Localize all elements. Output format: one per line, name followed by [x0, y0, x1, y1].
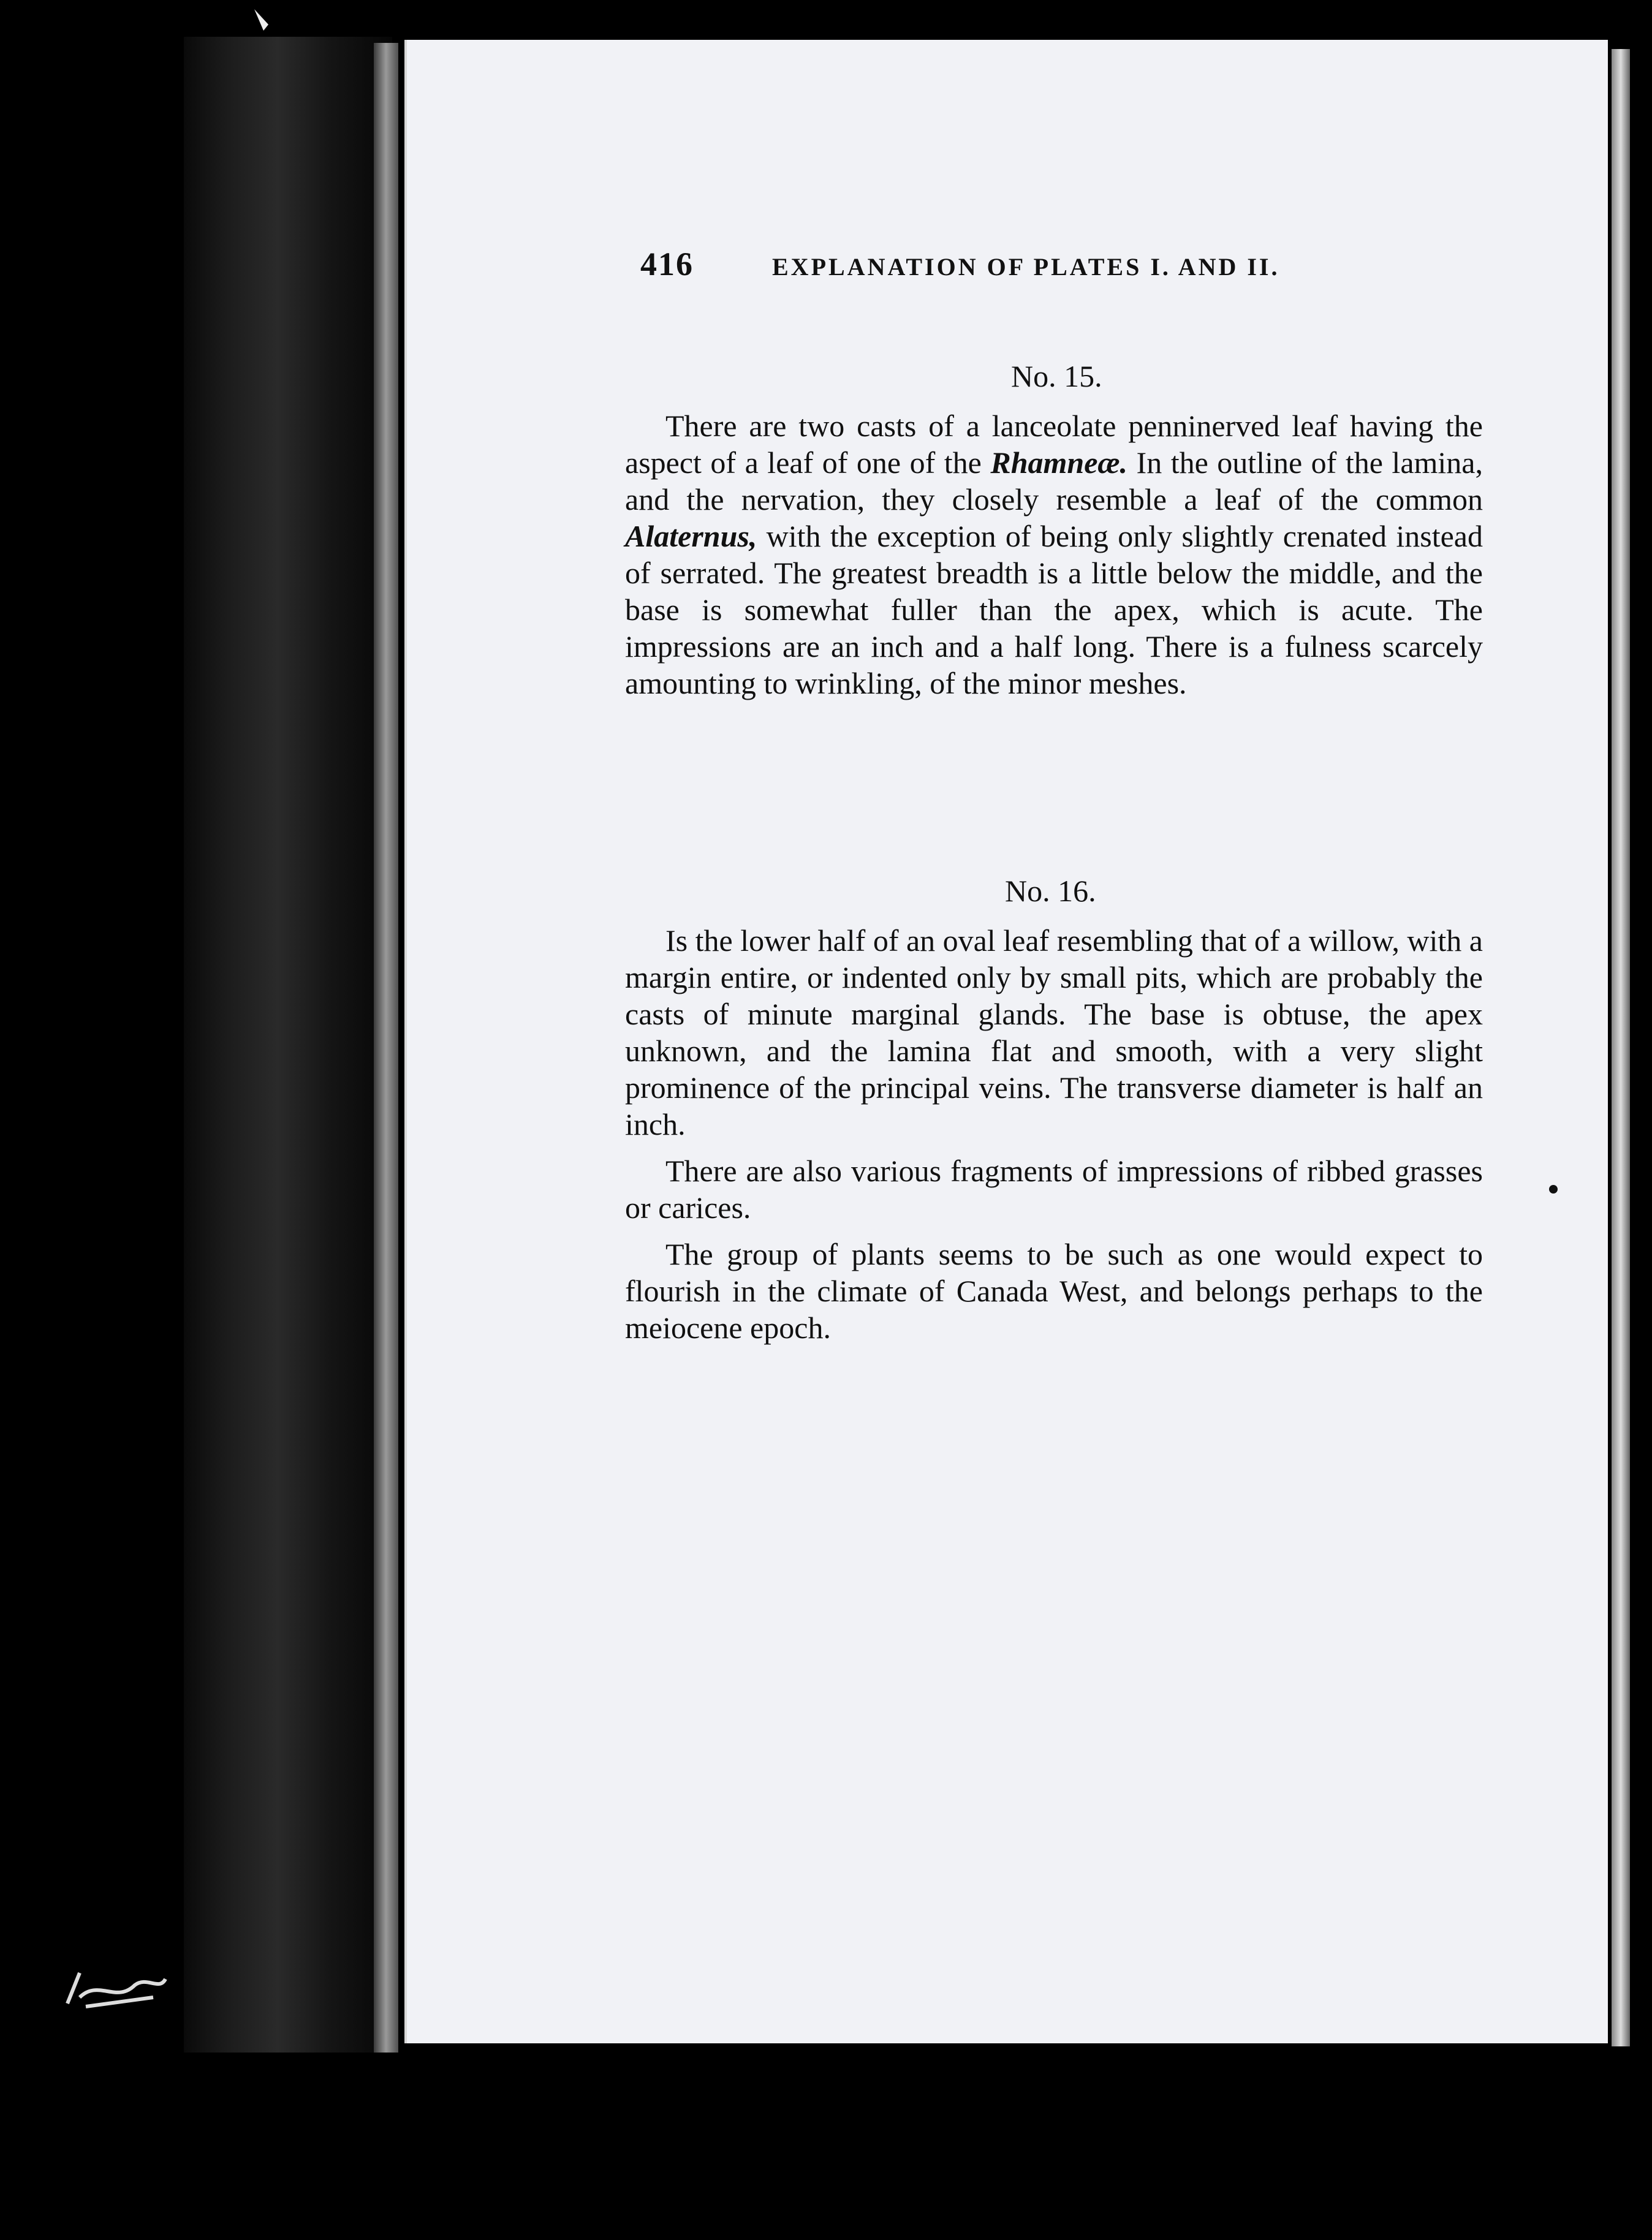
- running-head: EXPLANATION OF PLATES I. AND II.: [772, 253, 1280, 281]
- paragraph-text-part: In the outline of the lamina, and the nervation, they closely resemble a leaf of the common: [625, 445, 1483, 516]
- paragraph: The group of plants seems to be such as one would expect to flourish in the climate of Canada West, and belongs perhaps to the meiocene epoch.: [625, 1237, 1483, 1345]
- section-16-body: [625, 922, 1483, 1356]
- paragraph: There are also various fragments of impressions of ribbed grasses or carices.: [625, 1154, 1483, 1225]
- ink-speck: [1549, 1185, 1558, 1194]
- paragraph-text-part: There are two casts of a lanceolate penninerved leaf having the aspect of a leaf of one of the: [625, 409, 1483, 480]
- facing-page-edge: [1612, 49, 1630, 2046]
- section-heading-15: No. 15.: [1011, 359, 1102, 393]
- italic-term: Rhamneæ.: [990, 445, 1128, 480]
- book-spine-shadow: [184, 37, 392, 2053]
- page-number: 416: [640, 246, 694, 282]
- paragraph: Is the lower half of an oval leaf resembling that of a willow, with a margin entire, or indented only by small pits, which are probably the casts of minute marginal glands. The base is obtuse, the apex unknown, and the lamina flat and smooth, with a very slight prominence of the principal veins. The transverse diameter is half an inch.: [625, 923, 1483, 1141]
- section-heading-16: No. 16.: [1005, 874, 1096, 908]
- section-15-body: [625, 407, 1483, 711]
- page-edge: [374, 43, 398, 2053]
- italic-term: Alaternus,: [625, 519, 757, 553]
- paragraph-text-part: with the exception of being only slightly crenated instead of serrated. The greatest breadth is a little below the middle, and the base is somewhat fuller than the apex, which is acute. The impressions are an inch and a half long. There is a fulness scarcely amounting to wrinkling, of the minor meshes.: [625, 519, 1483, 700]
- scan-artifact-mark: [61, 1961, 172, 2016]
- paragraph: [625, 407, 1483, 702]
- corner-scan-mark: [251, 6, 270, 37]
- page-header: [640, 245, 1363, 294]
